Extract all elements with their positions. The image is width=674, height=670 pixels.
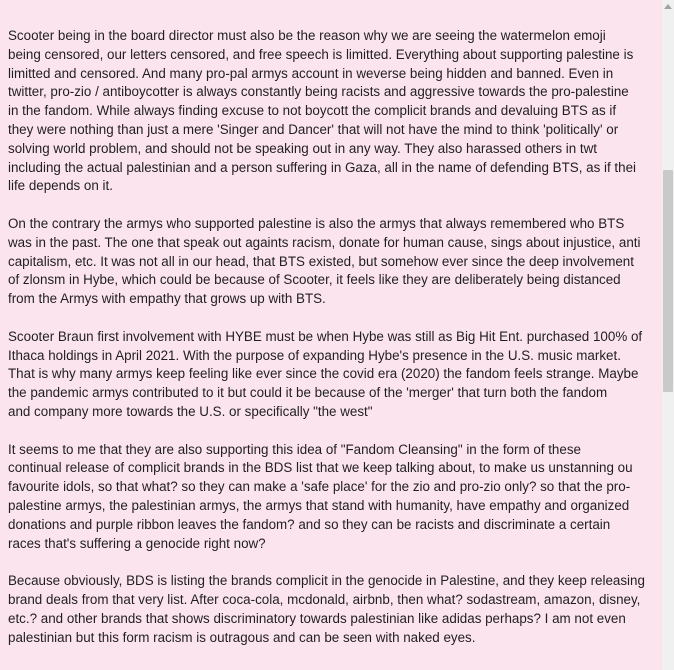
text-line: Ithaca holdings in April 2021. With the purpose of expanding Hybe's presence in the U.S. music market.: [8, 347, 621, 363]
document-body: [8, 27, 662, 666]
paragraph-5: [8, 572, 662, 647]
text-line: Scooter Braun first involvement with HYBE must be when Hybe was still as Big Hit Ent. purchased 100% of: [8, 328, 643, 344]
text-line: limitted and censored. And many pro-pal armys account in weverse being hidden and banned. Even in: [8, 65, 614, 81]
text-line: and company more towards the U.S. or specifically "the west": [8, 403, 373, 419]
text-line: That is why many armys keep feeling like ever since the covid era (2020) the fandom feels strange. Maybe: [8, 366, 639, 382]
text-line: On the contrary the armys who supported palestine is also the armys that always remembered who BTS: [8, 215, 625, 231]
paragraph-1: [8, 27, 662, 196]
text-line: etc.? and other brands that shows discriminatory towards palestinian like adidas perhaps? I am not even: [8, 610, 626, 626]
text-line: in the fandom. While always finding excuse to not boycott the complicit brands and devaluing BTS as if: [8, 103, 617, 119]
text-line: races that's suffering a genocide right now?: [8, 535, 266, 551]
text-line: palestinian but this form racism is outragous and can be seen with naked eyes.: [8, 629, 476, 645]
text-line: palestine armys, the palestinian armys, the armys that stand with humanity, have empathy and organized: [8, 497, 630, 513]
text-line: capitalism, etc. It was not all in our head, that BTS existed, but somehow ever since the deep involvement: [8, 253, 634, 269]
text-line: twitter, pro-zio / antiboycotter is always constantly being racists and aggressive towards the pro-palestine: [8, 84, 629, 100]
text-line: donations and purple ribbon leaves the fandom? and so they can be racists and discriminate a certain: [8, 516, 611, 532]
text-line: was in the past. The one that speak out againts racism, donate for human cause, sings about injustice, anti: [8, 234, 641, 250]
vertical-scrollbar[interactable]: [662, 0, 674, 670]
text-line: of zlonsm in Hybe, which could be because of Scooter, it feels like they are deliberately being distanced: [8, 272, 621, 288]
text-line: favourite idols, so that what? so they can make a 'safe place' for the zio and pro-zio only? so that the pro-: [8, 479, 631, 495]
text-line: Because obviously, BDS is listing the brands complicit in the genocide in Palestine, and they keep releasing: [8, 573, 645, 589]
text-line: life depends on it.: [8, 178, 113, 194]
text-line: the pandemic armys contributed to it but could it be because of the 'merger' that turn both the fandom: [8, 385, 608, 401]
text-line: Scooter being in the board director must also be the reason why we are seeing the watermelon emoji: [8, 28, 606, 43]
text-line: from the Armys with empathy that grows up with BTS.: [8, 291, 326, 307]
text-line: including the actual palestinian and a person suffering in Gaza, all in the name of defending BTS, as if thei: [8, 159, 637, 175]
text-line: solving world problem, and should not be speaking out in any way. They also harassed others in twt: [8, 140, 598, 156]
scrollbar-thumb[interactable]: [663, 170, 673, 392]
text-line: It seems to me that they are also supporting this idea of "Fandom Cleansing" in the form of these: [8, 441, 581, 457]
text-line: continual release of complicit brands in the BDS list that we keep talking about, to make us unstanning ou: [8, 460, 633, 476]
paragraph-3: [8, 328, 662, 422]
paragraph-4: [8, 441, 662, 554]
text-line: they were nothing than just a mere 'Singer and Dancer' that will not have the mind to think 'politically' or: [8, 121, 619, 137]
text-line: brand deals from that very list. After coca-cola, mcdonald, airbnb, then what? sodastream, amazon, disney,: [8, 591, 641, 607]
text-line: being censored, our letters censored, and free speech is limitted. Everything about supporting palestine is: [8, 46, 634, 62]
paragraph-2: [8, 215, 662, 309]
scroll-up-arrow-icon[interactable]: [664, 4, 672, 9]
